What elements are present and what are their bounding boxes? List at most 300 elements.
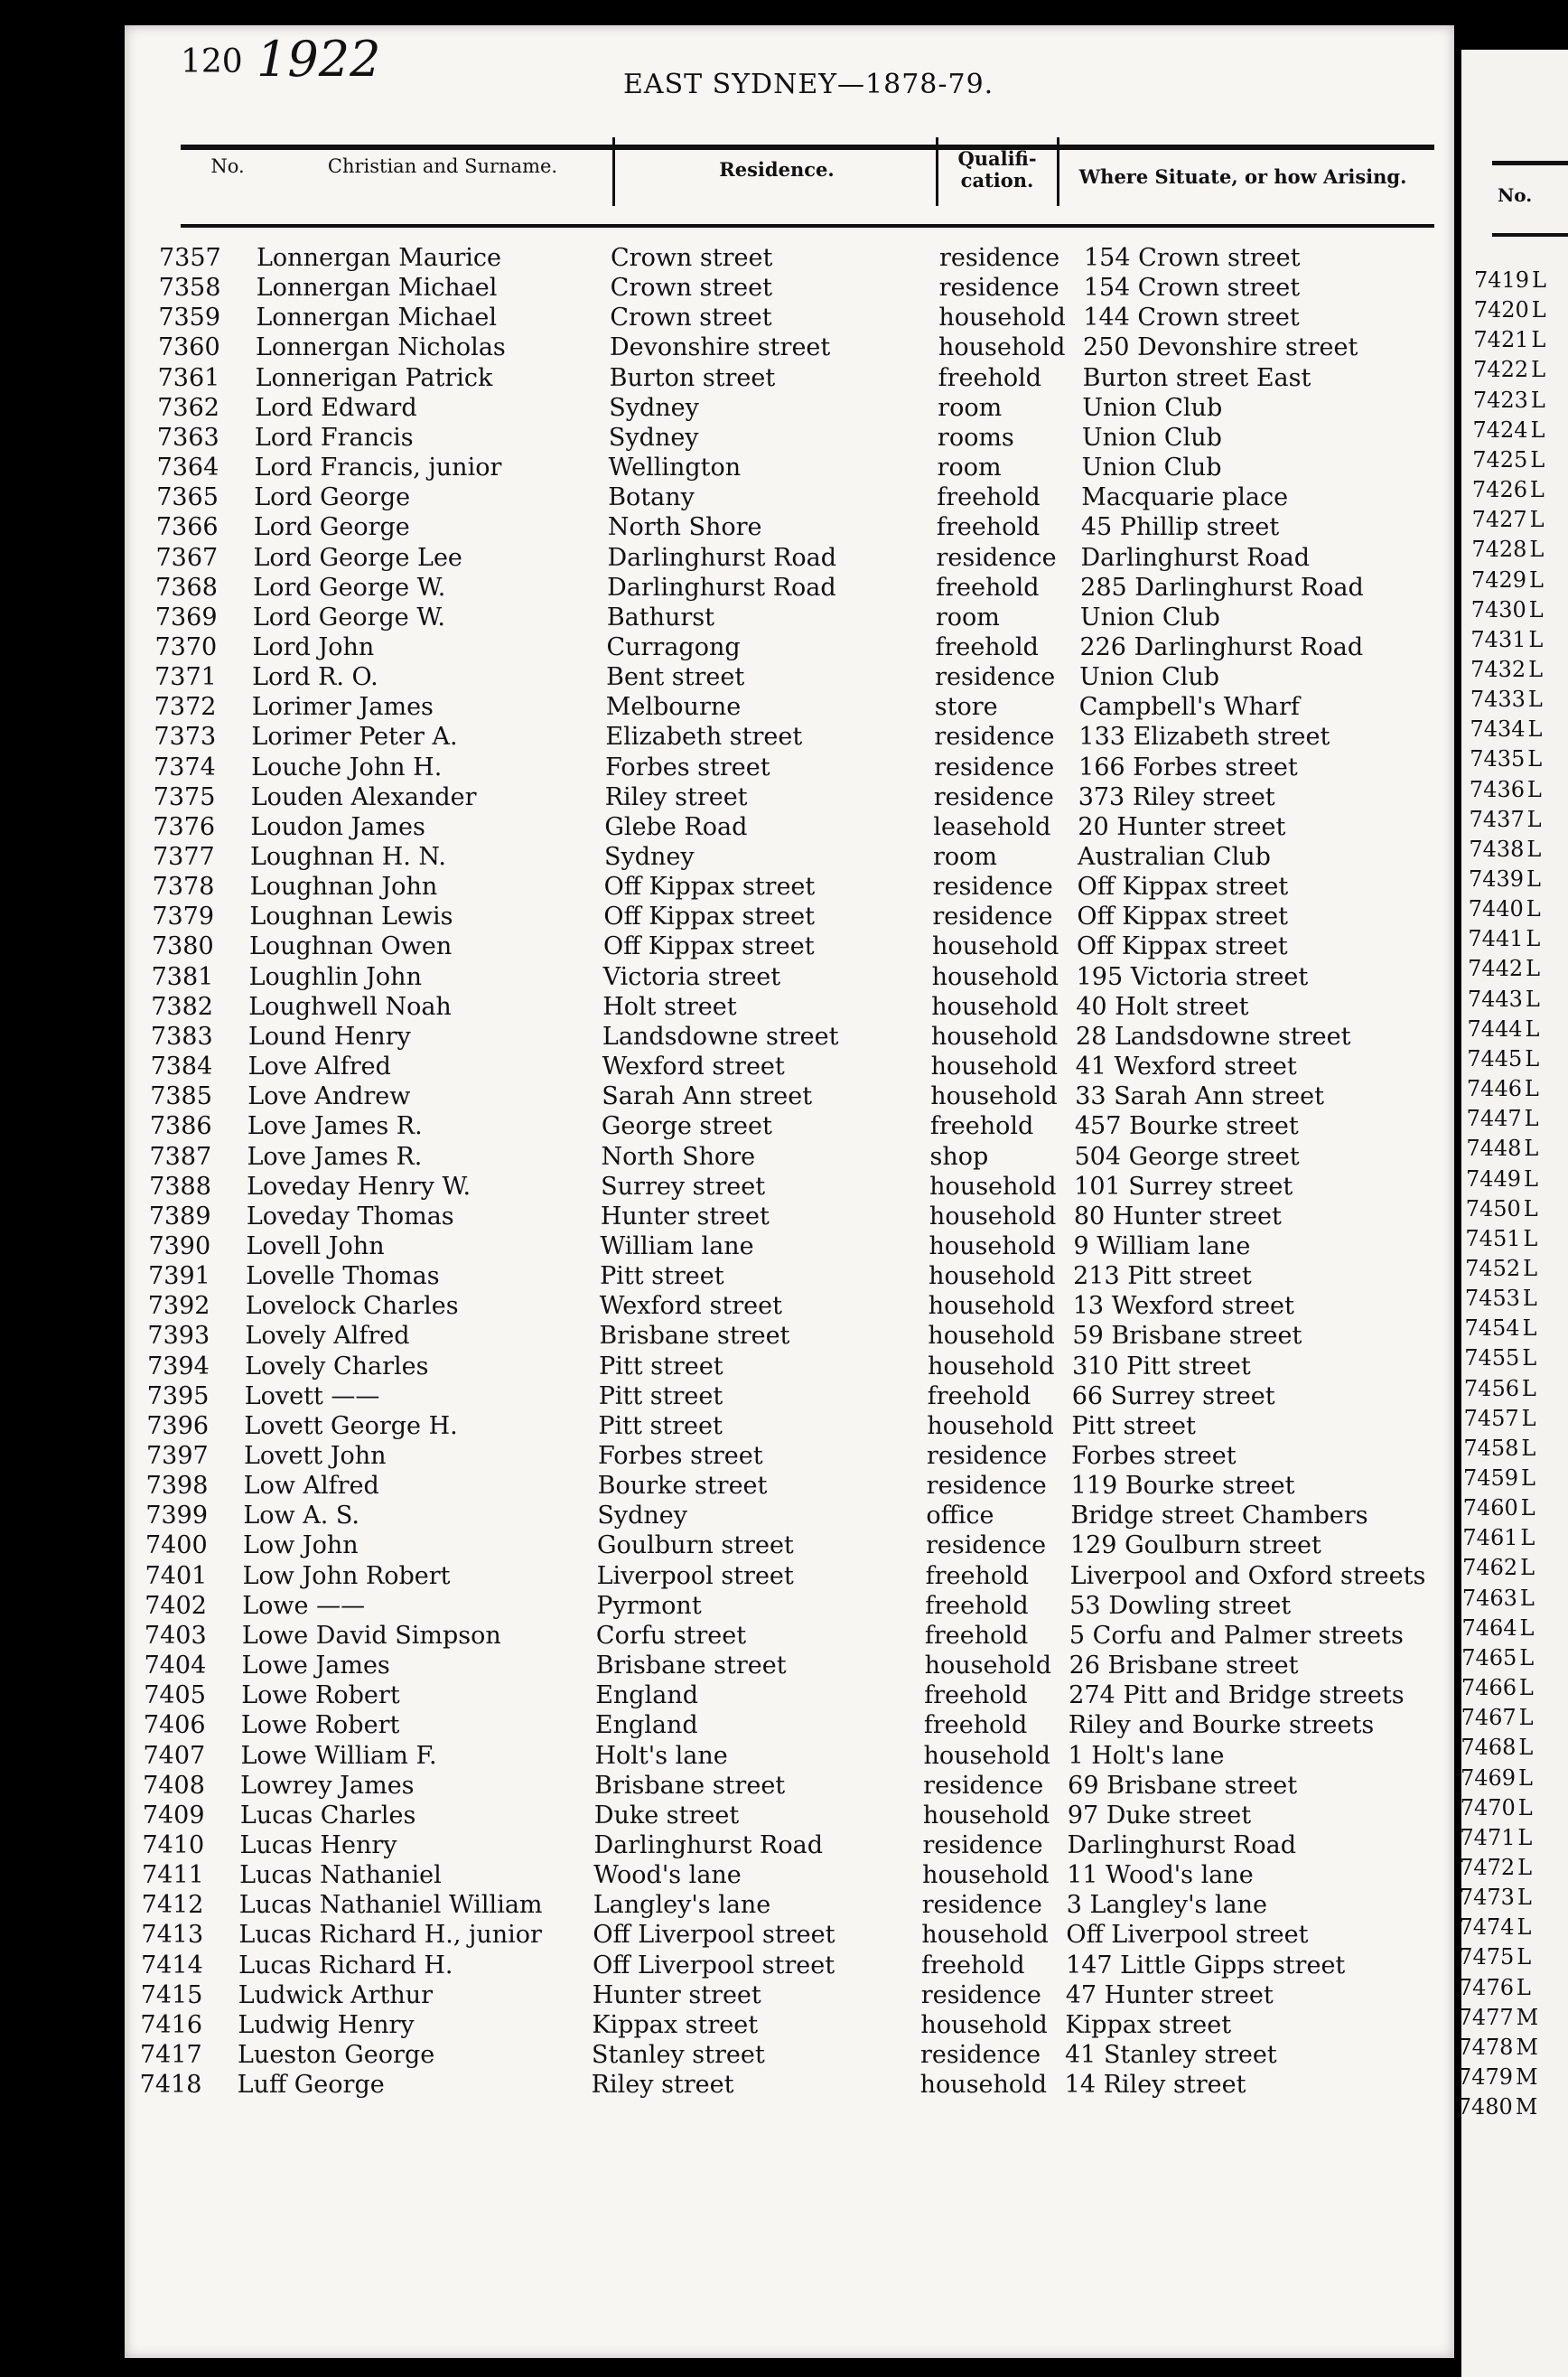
entry-qualification: household bbox=[929, 1202, 1057, 1231]
table-row bbox=[0, 813, 1448, 843]
entry-number: 7379 bbox=[152, 903, 215, 931]
table-row bbox=[0, 2011, 1435, 2041]
entry-residence: Liverpool street bbox=[596, 1561, 794, 1590]
table-row bbox=[0, 753, 1449, 783]
entry-number: 7408 bbox=[143, 1771, 205, 1800]
adjacent-entry-initial: L bbox=[1531, 297, 1546, 323]
entry-residence: Bathurst bbox=[606, 603, 714, 632]
entry-qualification: room bbox=[937, 454, 1002, 482]
entry-qualification: freehold bbox=[921, 1951, 1025, 1979]
entry-name: Love James R. bbox=[247, 1142, 423, 1171]
table-row bbox=[0, 1082, 1445, 1112]
adjacent-entry-initial: L bbox=[1532, 267, 1546, 293]
entry-qualification: freehold bbox=[927, 1381, 1031, 1410]
entry-qualification: freehold bbox=[925, 1561, 1030, 1590]
table-row bbox=[0, 304, 1453, 333]
entry-where-situate: 66 Surrey street bbox=[1071, 1381, 1275, 1410]
entry-number: 7394 bbox=[147, 1352, 210, 1380]
entry-number: 7418 bbox=[139, 2071, 202, 2100]
entry-qualification: household bbox=[922, 1861, 1050, 1890]
adjacent-entry-initial: L bbox=[1527, 746, 1543, 772]
entry-name: Love James R. bbox=[247, 1112, 423, 1141]
adjacent-entry-number: 7460 bbox=[1462, 1495, 1518, 1521]
adjacent-table-row bbox=[1468, 956, 1540, 986]
adjacent-table-row bbox=[1461, 1705, 1534, 1735]
entry-where-situate: 101 Surrey street bbox=[1074, 1172, 1293, 1201]
entry-residence: George street bbox=[601, 1112, 772, 1141]
adjacent-table-row bbox=[1469, 896, 1541, 926]
adjacent-entry-number: 7439 bbox=[1469, 866, 1525, 892]
entry-name: Lorimer Peter A. bbox=[251, 723, 458, 752]
adjacent-table-row bbox=[1468, 987, 1540, 1016]
adjacent-entry-number: 7471 bbox=[1460, 1824, 1516, 1850]
adjacent-table-row bbox=[1469, 837, 1541, 866]
table-row bbox=[0, 993, 1446, 1023]
adjacent-entry-initial: L bbox=[1517, 1794, 1533, 1820]
entry-where-situate: Pitt street bbox=[1071, 1411, 1196, 1440]
entry-qualification: freehold bbox=[938, 363, 1042, 392]
adjacent-entry-number: 7457 bbox=[1463, 1405, 1519, 1431]
entry-residence: Darlinghurst Road bbox=[607, 543, 837, 572]
adjacent-header-rule-bottom bbox=[1492, 233, 1568, 237]
entry-number: 7405 bbox=[144, 1681, 206, 1710]
adjacent-entry-number: 7425 bbox=[1472, 446, 1528, 473]
table-row bbox=[0, 483, 1451, 513]
adjacent-column-header-no: No. bbox=[1498, 184, 1533, 206]
entry-qualification: freehold bbox=[924, 1621, 1029, 1650]
entry-residence: Brisbane street bbox=[594, 1771, 786, 1800]
entry-where-situate: 129 Goulburn street bbox=[1069, 1531, 1321, 1560]
adjacent-entry-initial: L bbox=[1524, 1136, 1539, 1162]
entry-name: Lord John bbox=[252, 632, 375, 661]
adjacent-entry-initial: L bbox=[1516, 1974, 1531, 2000]
entry-number: 7362 bbox=[157, 393, 219, 422]
entry-number: 7357 bbox=[159, 244, 221, 272]
adjacent-table-row bbox=[1471, 537, 1544, 566]
adjacent-table-row bbox=[1468, 1016, 1540, 1046]
entry-qualification: residence bbox=[923, 1771, 1044, 1800]
entry-number: 7399 bbox=[145, 1502, 209, 1530]
entry-where-situate: 20 Hunter street bbox=[1078, 812, 1286, 841]
entry-where-situate: Off Liverpool street bbox=[1066, 1921, 1309, 1950]
adjacent-table-row bbox=[1470, 807, 1542, 837]
adjacent-entry-initial: L bbox=[1529, 477, 1545, 503]
table-row bbox=[0, 1292, 1443, 1322]
adjacent-entry-initial: L bbox=[1530, 446, 1545, 473]
entry-residence: Off Liverpool street bbox=[593, 1921, 835, 1950]
entry-qualification: household bbox=[921, 1921, 1049, 1950]
adjacent-entry-number: 7461 bbox=[1462, 1525, 1518, 1551]
entry-number: 7417 bbox=[140, 2041, 202, 2069]
adjacent-table-row bbox=[1460, 1914, 1532, 1944]
entry-name: Lonnergan Michael bbox=[256, 304, 498, 332]
adjacent-table-row bbox=[1471, 567, 1544, 597]
adjacent-table-row bbox=[1467, 1106, 1539, 1136]
entry-residence: Pitt street bbox=[600, 1262, 724, 1291]
adjacent-entry-initial: L bbox=[1517, 1914, 1532, 1941]
column-divider bbox=[612, 137, 615, 206]
entry-name: Lonnergan Maurice bbox=[257, 244, 501, 272]
adjacent-entry-number: 7470 bbox=[1460, 1794, 1516, 1820]
entry-number: 7392 bbox=[147, 1292, 210, 1321]
entry-name: Ludwig Henry bbox=[238, 2010, 415, 2039]
entry-number: 7397 bbox=[146, 1442, 209, 1470]
table-row bbox=[0, 1652, 1440, 1681]
entry-name: Loughnan Owen bbox=[248, 932, 453, 961]
table-row bbox=[0, 1622, 1440, 1652]
entry-name: Lord Francis, junior bbox=[254, 454, 502, 482]
adjacent-entry-initial: L bbox=[1531, 327, 1546, 353]
entry-where-situate: 213 Pitt street bbox=[1073, 1262, 1252, 1291]
entry-where-situate: Burton street East bbox=[1082, 363, 1311, 392]
adjacent-entry-number: 7462 bbox=[1462, 1555, 1518, 1581]
entry-where-situate: Darlinghurst Road bbox=[1080, 543, 1311, 572]
entry-where-situate: 53 Dowling street bbox=[1069, 1591, 1292, 1620]
table-row bbox=[0, 843, 1448, 873]
adjacent-table-row bbox=[1461, 1735, 1533, 1764]
adjacent-table-row bbox=[1459, 2005, 1539, 2035]
entry-residence: Sydney bbox=[609, 393, 699, 422]
table-row bbox=[0, 1023, 1446, 1053]
adjacent-table-row bbox=[1458, 2064, 1538, 2094]
entry-name: Lucas Richard H., junior bbox=[238, 1921, 542, 1950]
entry-qualification: residence bbox=[935, 663, 1056, 692]
entry-number: 7402 bbox=[145, 1591, 207, 1620]
table-row bbox=[0, 244, 1454, 274]
entry-residence: Stanley street bbox=[592, 2041, 765, 2069]
adjacent-table-row bbox=[1464, 1406, 1536, 1436]
table-row bbox=[0, 1981, 1436, 2011]
adjacent-entry-initial: L bbox=[1519, 1614, 1535, 1641]
entry-number: 7381 bbox=[151, 962, 214, 991]
entry-name: Lowrey James bbox=[240, 1771, 415, 1800]
adjacent-entry-number: 7479 bbox=[1458, 2064, 1514, 2090]
entry-name: Lord George W. bbox=[253, 573, 446, 602]
adjacent-table-row bbox=[1461, 1675, 1534, 1705]
entry-residence: Holt's lane bbox=[594, 1741, 728, 1770]
entry-name: Lovell John bbox=[246, 1231, 385, 1260]
entry-qualification: room bbox=[935, 603, 1000, 632]
entry-qualification: office bbox=[926, 1502, 994, 1530]
entry-residence: Forbes street bbox=[605, 753, 770, 781]
adjacent-table-row bbox=[1461, 1765, 1533, 1795]
adjacent-entry-initial: L bbox=[1528, 656, 1544, 682]
entry-number: 7414 bbox=[141, 1951, 203, 1979]
adjacent-entry-number: 7431 bbox=[1470, 626, 1526, 652]
adjacent-entry-number: 7474 bbox=[1459, 1914, 1515, 1941]
entry-qualification: household bbox=[929, 1262, 1056, 1291]
adjacent-table-row bbox=[1458, 2035, 1538, 2064]
entry-residence: Holt street bbox=[602, 992, 737, 1021]
table-row bbox=[0, 1203, 1444, 1232]
entry-name: Lound Henry bbox=[247, 1022, 411, 1051]
adjacent-entry-initial: L bbox=[1517, 1824, 1533, 1850]
table-row bbox=[0, 1352, 1442, 1382]
adjacent-entry-number: 7433 bbox=[1470, 687, 1526, 713]
adjacent-entry-initial: L bbox=[1520, 1495, 1535, 1521]
entry-qualification: leasehold bbox=[933, 812, 1051, 841]
adjacent-entry-number: 7464 bbox=[1461, 1614, 1517, 1641]
entry-number: 7377 bbox=[153, 843, 215, 871]
adjacent-entry-initial: L bbox=[1528, 596, 1544, 622]
entry-name: Lowe William F. bbox=[240, 1741, 437, 1770]
table-row bbox=[0, 1951, 1436, 1981]
entry-qualification: household bbox=[931, 992, 1059, 1021]
adjacent-entry-number: 7430 bbox=[1470, 596, 1526, 622]
entry-qualification: household bbox=[930, 1022, 1059, 1051]
entry-where-situate: 26 Brisbane street bbox=[1069, 1652, 1299, 1680]
adjacent-entry-initial: L bbox=[1526, 866, 1541, 892]
entry-qualification: rooms bbox=[937, 423, 1014, 452]
entry-name: Luff George bbox=[237, 2071, 385, 2100]
entry-where-situate: Union Club bbox=[1081, 454, 1222, 482]
entry-where-situate: Australian Club bbox=[1078, 843, 1271, 871]
entry-name: Lorimer James bbox=[251, 693, 434, 722]
entry-qualification: household bbox=[931, 932, 1059, 961]
entry-where-situate: 9 William lane bbox=[1073, 1231, 1251, 1260]
table-row bbox=[0, 1711, 1439, 1741]
adjacent-table-row bbox=[1461, 1795, 1533, 1825]
handwritten-year-stamp: 1922 bbox=[257, 31, 381, 88]
adjacent-entry-initial: L bbox=[1521, 1435, 1536, 1461]
adjacent-entry-initial: L bbox=[1528, 626, 1544, 652]
entry-where-situate: Bridge street Chambers bbox=[1070, 1502, 1368, 1530]
adjacent-entry-number: 7447 bbox=[1466, 1106, 1522, 1132]
adjacent-table-row bbox=[1473, 357, 1545, 387]
entry-qualification: household bbox=[930, 1053, 1058, 1081]
adjacent-table-row bbox=[1466, 1166, 1538, 1196]
entry-where-situate: 11 Wood's lane bbox=[1067, 1861, 1254, 1890]
adjacent-entry-initial: L bbox=[1523, 1195, 1538, 1221]
adjacent-entry-number: 7453 bbox=[1464, 1286, 1520, 1312]
entry-name: Lucas Nathaniel bbox=[239, 1861, 442, 1890]
entry-qualification: freehold bbox=[937, 483, 1041, 512]
table-row bbox=[0, 1891, 1437, 1921]
entry-name: Lovelle Thomas bbox=[246, 1262, 440, 1291]
entry-number: 7358 bbox=[158, 274, 221, 303]
adjacent-entry-initial: L bbox=[1520, 1555, 1535, 1581]
entry-residence: North Shore bbox=[601, 1142, 756, 1171]
entry-number: 7396 bbox=[146, 1411, 210, 1440]
entry-residence: Pyrmont bbox=[596, 1591, 702, 1620]
entry-residence: Hunter street bbox=[600, 1202, 770, 1231]
entry-where-situate: 119 Bourke street bbox=[1070, 1472, 1295, 1501]
adjacent-entry-number: 7435 bbox=[1470, 746, 1526, 772]
entry-name: Love Alfred bbox=[247, 1053, 391, 1081]
entry-where-situate: 40 Holt street bbox=[1076, 992, 1249, 1021]
adjacent-table-row bbox=[1458, 2094, 1538, 2124]
entry-number: 7398 bbox=[145, 1472, 209, 1501]
entry-qualification: household bbox=[931, 962, 1059, 991]
table-row bbox=[0, 1232, 1443, 1262]
table-row bbox=[0, 274, 1454, 304]
entry-name: Low A. S. bbox=[243, 1502, 359, 1530]
entry-where-situate: Off Kippax street bbox=[1077, 903, 1288, 931]
entry-residence: Darlinghurst Road bbox=[607, 573, 836, 602]
entry-where-situate: Kippax street bbox=[1065, 2010, 1232, 2039]
entry-residence: Surrey street bbox=[601, 1172, 766, 1201]
entry-residence: Pitt street bbox=[599, 1352, 723, 1380]
table-row bbox=[0, 1562, 1441, 1592]
adjacent-entry-number: 7452 bbox=[1465, 1255, 1521, 1281]
entry-number: 7361 bbox=[157, 363, 220, 392]
entry-number: 7364 bbox=[156, 454, 219, 482]
adjacent-table-row bbox=[1462, 1586, 1535, 1615]
adjacent-entry-number: 7444 bbox=[1467, 1015, 1523, 1042]
adjacent-table-row bbox=[1473, 327, 1545, 357]
entry-name: Lord George Lee bbox=[253, 543, 462, 572]
entry-name: Lord George bbox=[253, 513, 410, 542]
entry-name: Loveday Henry W. bbox=[247, 1172, 471, 1201]
table-row bbox=[0, 1831, 1437, 1861]
entry-where-situate: 285 Darlinghurst Road bbox=[1080, 573, 1364, 602]
entry-number: 7372 bbox=[154, 693, 217, 722]
adjacent-entry-initial: L bbox=[1525, 986, 1540, 1012]
table-row bbox=[0, 1801, 1438, 1831]
entry-where-situate: Darlinghurst Road bbox=[1067, 1830, 1296, 1859]
entry-name: Lowe Robert bbox=[241, 1681, 400, 1710]
entry-qualification: household bbox=[927, 1411, 1054, 1440]
table-row bbox=[0, 693, 1450, 723]
entry-number: 7365 bbox=[156, 483, 219, 512]
entry-qualification: residence bbox=[920, 2041, 1041, 2069]
adjacent-table-row bbox=[1462, 1555, 1535, 1585]
adjacent-entry-initial: L bbox=[1522, 1286, 1537, 1312]
adjacent-entry-initial: L bbox=[1526, 836, 1542, 862]
entry-where-situate: 147 Little Gipps street bbox=[1066, 1951, 1346, 1979]
entry-where-situate: Riley and Bourke streets bbox=[1068, 1711, 1375, 1740]
adjacent-table-row bbox=[1473, 417, 1545, 447]
entry-residence: Off Kippax street bbox=[602, 932, 815, 961]
entry-number: 7374 bbox=[154, 753, 216, 781]
adjacent-entry-number: 7467 bbox=[1461, 1705, 1517, 1731]
entry-where-situate: Liverpool and Oxford streets bbox=[1069, 1561, 1426, 1590]
column-header-residence: Residence. bbox=[719, 158, 835, 181]
entry-qualification: household bbox=[919, 2071, 1048, 2100]
adjacent-entry-number: 7466 bbox=[1461, 1675, 1517, 1701]
table-row bbox=[0, 1382, 1442, 1412]
entry-where-situate: 154 Crown street bbox=[1083, 274, 1301, 303]
adjacent-entry-initial: L bbox=[1522, 1345, 1537, 1371]
adjacent-entry-initial: L bbox=[1530, 387, 1545, 413]
adjacent-entry-initial: L bbox=[1518, 1764, 1533, 1791]
adjacent-entry-initial: M bbox=[1515, 2094, 1538, 2120]
adjacent-table-row bbox=[1472, 477, 1545, 507]
adjacent-table-row bbox=[1462, 1525, 1535, 1555]
entry-where-situate: 69 Brisbane street bbox=[1068, 1771, 1298, 1800]
table-row bbox=[0, 1442, 1442, 1472]
table-row bbox=[0, 1531, 1441, 1561]
table-row bbox=[0, 1173, 1444, 1203]
entry-qualification: residence bbox=[936, 543, 1057, 572]
entry-residence: Riley street bbox=[604, 782, 748, 811]
column-header-name: Christian and Surname. bbox=[327, 155, 558, 177]
adjacent-entry-number: 7476 bbox=[1458, 1974, 1514, 2000]
adjacent-entry-initial: L bbox=[1519, 1585, 1535, 1611]
entry-residence: Pitt street bbox=[598, 1411, 723, 1440]
table-row bbox=[0, 394, 1452, 424]
entry-residence: Off Kippax street bbox=[603, 873, 816, 902]
entry-number: 7410 bbox=[142, 1830, 205, 1859]
adjacent-entry-number: 7424 bbox=[1472, 416, 1528, 443]
table-row bbox=[0, 2071, 1435, 2101]
entry-where-situate: Union Club bbox=[1079, 663, 1220, 692]
adjacent-table-row bbox=[1472, 507, 1545, 537]
entry-number: 7385 bbox=[150, 1082, 212, 1111]
entry-name: Loughwell Noah bbox=[248, 992, 452, 1021]
entry-number: 7371 bbox=[154, 663, 217, 692]
adjacent-entry-initial: L bbox=[1524, 1165, 1538, 1192]
column-header-no: No. bbox=[210, 155, 245, 177]
adjacent-entry-number: 7472 bbox=[1460, 1854, 1516, 1880]
column-divider bbox=[1057, 137, 1059, 206]
adjacent-entry-initial: L bbox=[1527, 687, 1543, 713]
adjacent-entry-number: 7422 bbox=[1473, 357, 1529, 383]
entry-where-situate: 274 Pitt and Bridge streets bbox=[1069, 1681, 1405, 1710]
entry-name: Lord Francis bbox=[254, 423, 414, 452]
table-row bbox=[0, 723, 1449, 753]
entry-where-situate: 133 Elizabeth street bbox=[1078, 723, 1330, 752]
adjacent-table-row bbox=[1462, 1615, 1535, 1645]
entry-qualification: residence bbox=[933, 782, 1054, 811]
adjacent-entry-initial: L bbox=[1521, 1405, 1536, 1431]
adjacent-table-row bbox=[1461, 1645, 1534, 1675]
entry-name: Loughnan Lewis bbox=[249, 903, 453, 931]
table-row bbox=[0, 364, 1453, 394]
entry-where-situate: 373 Riley street bbox=[1078, 782, 1275, 811]
entry-residence: Goulburn street bbox=[596, 1531, 794, 1560]
entry-where-situate: 47 Hunter street bbox=[1065, 1980, 1274, 2009]
adjacent-entry-number: 7429 bbox=[1471, 566, 1527, 593]
table-row bbox=[0, 932, 1447, 962]
page-number: 120 bbox=[181, 43, 243, 80]
entry-name: Loughnan John bbox=[249, 873, 438, 902]
adjacent-table-row bbox=[1470, 627, 1543, 657]
entry-qualification: freehold bbox=[925, 1591, 1029, 1620]
entry-number: 7401 bbox=[145, 1561, 208, 1590]
adjacent-table-row bbox=[1470, 746, 1542, 776]
entry-qualification: household bbox=[928, 1352, 1055, 1380]
entry-residence: Off Liverpool street bbox=[593, 1951, 835, 1979]
entry-where-situate: 166 Forbes street bbox=[1078, 753, 1298, 781]
adjacent-table-row bbox=[1470, 657, 1543, 687]
entry-qualification: household bbox=[923, 1741, 1050, 1770]
entry-qualification: household bbox=[929, 1231, 1056, 1260]
adjacent-entry-initial: L bbox=[1524, 1076, 1539, 1102]
table-row bbox=[0, 1053, 1446, 1082]
entry-name: Lovett —— bbox=[244, 1381, 380, 1410]
adjacent-entry-number: 7436 bbox=[1469, 776, 1525, 802]
entry-residence: Devonshire street bbox=[609, 333, 831, 362]
entry-residence: Bourke street bbox=[597, 1472, 768, 1501]
entry-where-situate: Macquarie place bbox=[1081, 483, 1289, 512]
adjacent-table-row bbox=[1465, 1315, 1537, 1345]
entry-qualification: freehold bbox=[935, 632, 1039, 661]
adjacent-entry-number: 7420 bbox=[1473, 297, 1529, 323]
adjacent-table-row bbox=[1466, 1196, 1538, 1226]
entry-qualification: residence bbox=[932, 903, 1053, 931]
entry-residence: William lane bbox=[600, 1231, 754, 1260]
adjacent-entry-number: 7450 bbox=[1465, 1195, 1521, 1221]
entry-name: Lucas Henry bbox=[239, 1830, 397, 1859]
adjacent-entry-number: 7468 bbox=[1461, 1735, 1517, 1761]
table-row bbox=[0, 1772, 1438, 1801]
adjacent-entry-number: 7441 bbox=[1468, 926, 1524, 952]
adjacent-table-row bbox=[1463, 1495, 1535, 1525]
entry-where-situate: 226 Darlinghurst Road bbox=[1079, 632, 1364, 661]
adjacent-entry-number: 7446 bbox=[1466, 1076, 1522, 1102]
entry-qualification: household bbox=[928, 1322, 1055, 1351]
